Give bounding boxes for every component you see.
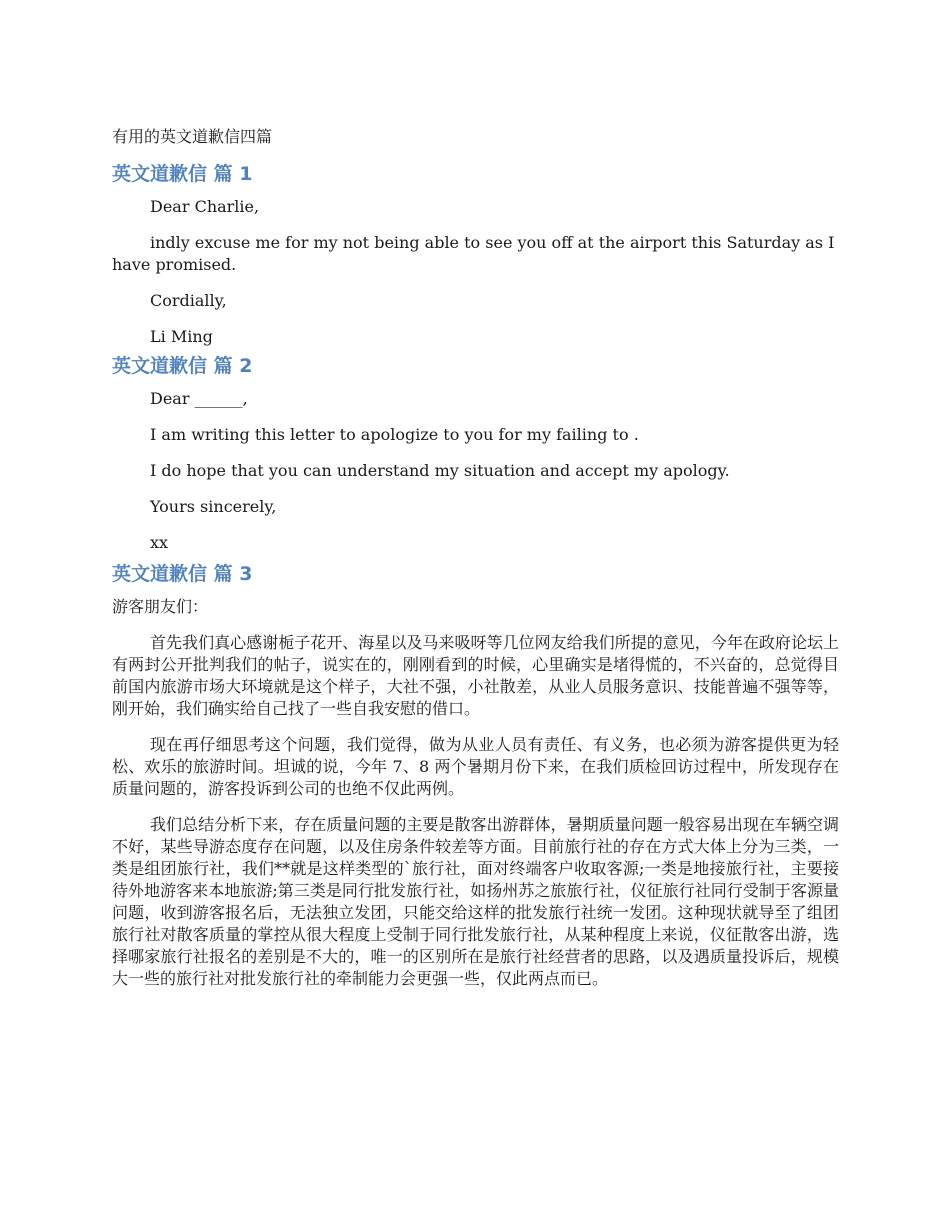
letter3-paragraph-1: 首先我们真心感谢栀子花开、海星以及马来吸呀等几位网友给我们所提的意见，今年在政府论坛上有两封公开批判我们的帖子，说实在的，刚刚看到的时候，心里确实是堵得慌的，不兴奋的，总觉得目前国内旅游市场大环境就是这个样子，大社不强，小社散差，从业人员服务意识、技能普遍不强等等，刚开始，我们确实给自己找了一些自我安慰的借口。 bbox=[112, 633, 839, 718]
letter1-signature: Li Ming bbox=[150, 327, 213, 346]
section-heading-1: 英文道歉信 篇 1 bbox=[112, 163, 253, 185]
letter2-signature: xx bbox=[150, 533, 169, 552]
letter3-paragraph-3: 我们总结分析下来，存在质量问题的主要是散客出游群体，暑期质量问题一般容易出现在车辆空调不好，某些导游态度存在问题，以及住房条件较差等方面。目前旅行社的存在方式大体上分为三类，一类是组团旅行社，我们**就是这样类型的`旅行社，面对终端客户收取客源;一类是地接旅行社，主要接待外地游客来本地旅游;第三类是同行批发旅行社，如扬州苏之旅旅行社，仪征旅行社同行受制于客源量问题，收到游客报名后，无法独立发团，只能交给这样的批发旅行社统一发团。这种现状就导至了组团旅行社对散客质量的掌控从很大程度上受制于同行批发旅行社，从某种程度上来说，仪征散客出游，选择哪家旅行社报名的差别是不大的，唯一的区别所在是旅行社经营者的思路，以及遇质量投诉后，规模大一些的旅行社对批发旅行社的牵制能力会更强一些，仅此两点而已。 bbox=[112, 815, 839, 988]
letter1-salutation: Dear Charlie, bbox=[150, 197, 260, 216]
section-3 bbox=[112, 560, 839, 990]
section-2 bbox=[112, 352, 839, 554]
letter2-closing: Yours sincerely, bbox=[150, 497, 277, 516]
section-heading-2: 英文道歉信 篇 2 bbox=[112, 355, 253, 377]
letter2-body: I am writing this letter to apologize to you for my failing to . bbox=[150, 425, 639, 444]
letter2-salutation: Dear ______, bbox=[150, 389, 248, 408]
letter1-body: indly excuse me for my not being able to see you off at the airport this Saturday as I have promised. bbox=[112, 233, 835, 274]
document-title: 有用的英文道歉信四篇 bbox=[112, 127, 273, 146]
section-1 bbox=[112, 160, 839, 348]
document-page bbox=[112, 124, 839, 1004]
letter1-closing: Cordially, bbox=[150, 291, 227, 310]
letter3-salutation: 游客朋友们： bbox=[112, 597, 209, 616]
letter3-paragraph-2: 现在再仔细思考这个问题，我们觉得，做为从业人员有责任、有义务，也必须为游客提供更为轻松、欢乐的旅游时间。坦诚的说，今年 7、8 两个暑期月份下来，在我们质检回访过程中，所发现存在质量问题的，游客投诉到公司的也绝不仅此两例。 bbox=[112, 735, 839, 798]
section-heading-3: 英文道歉信 篇 3 bbox=[112, 563, 253, 585]
letter2-body-2: I do hope that you can understand my situation and accept my apology. bbox=[150, 461, 730, 480]
